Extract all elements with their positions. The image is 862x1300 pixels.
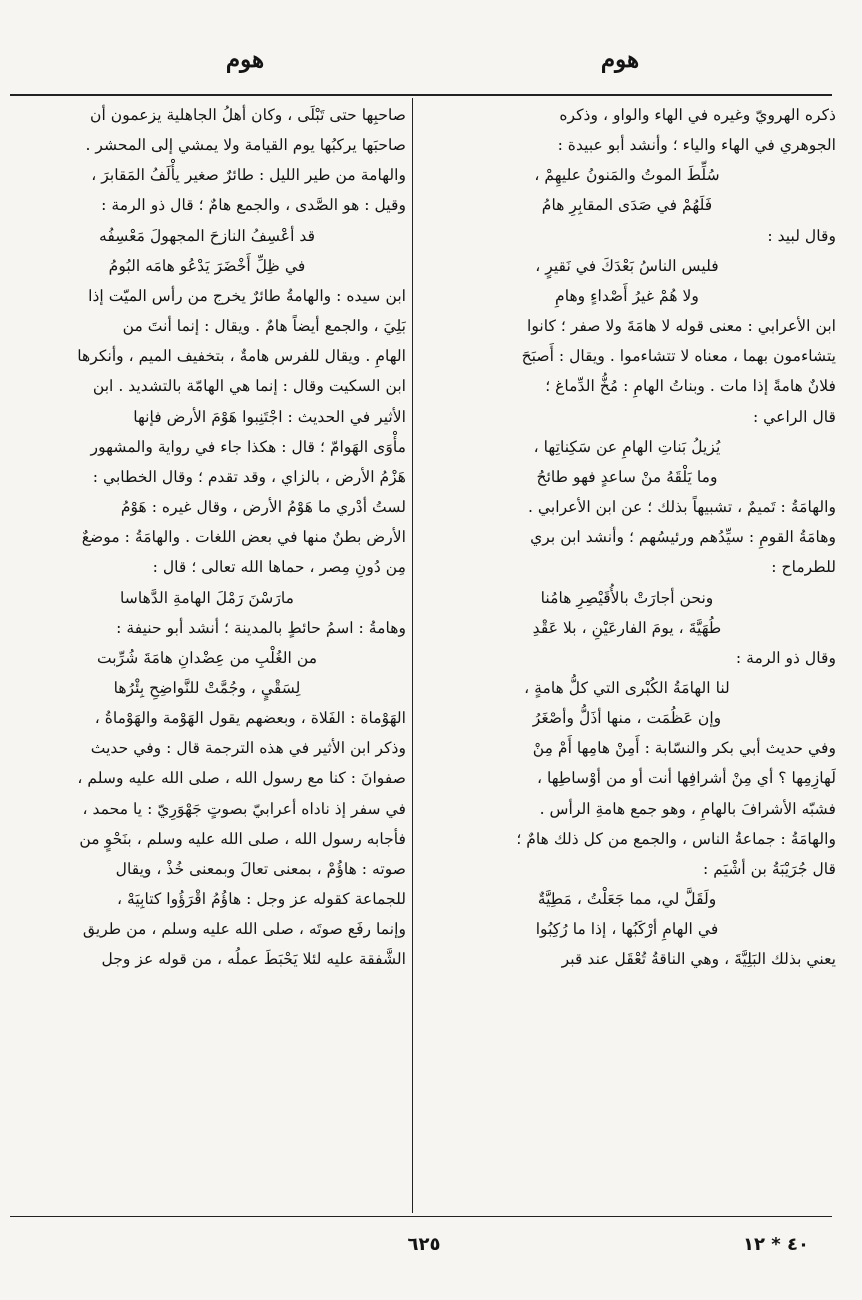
text-line: مأْوَى الهَوامّ ؛ قال : هكذا جاء في رواية والمشهور — [90, 437, 406, 456]
text-line: صوته : هاؤُمْ ، بمعنى تعالَ وبمعنى خُذْ ، ويقال — [115, 859, 406, 878]
verse-line: يُزيلُ بَناتِ الهامِ عن سَكِناتِها ، — [533, 437, 721, 456]
text-line: الجوهري في الهاء والياء ؛ وأنشد أبو عبيدة : — [557, 136, 836, 155]
text-line: هَزْمُ الأرض ، بالزاي ، وقد تقدم ؛ وقال الخطابي : — [92, 467, 406, 486]
text-line: وقيل : هو الصَّدى ، والجمع هامٌ ؛ قال ذو الرمة : — [101, 196, 406, 215]
text-line: ابن الأعرابي : معنى قوله لا هامَةَ ولا صفر ؛ كانوا — [527, 317, 836, 336]
text-line: فأجابه رسول الله ، صلى الله عليه وسلم ، بنَحْوٍ من — [79, 829, 406, 848]
left-column — [8, 100, 406, 1215]
footer-rule — [10, 1216, 832, 1217]
verse-line: فَلَهُمْ في صَدَى المقابِرِ هامُ — [541, 196, 713, 215]
verse-line: مارَسْنَ رَمْلَ الهامةِ الدَّهاسا — [120, 588, 294, 607]
column-divider — [412, 98, 413, 1213]
text-line: وذكر ابن الأثير في هذه الترجمة قال : وفي حديث — [90, 739, 406, 758]
text-line: وقال لبيد : — [767, 226, 836, 245]
verse-line: ونحن أجارَتْ بالأُقَيْصِرِ هامُنا — [540, 588, 714, 607]
text-line: بَلِيَ ، والجمع أيضاً هامٌ . ويقال : إنما أنتَ من — [122, 317, 406, 336]
verse-line: سُلِّطَ الموتُ والمَنونُ عليهِمْ ، — [534, 166, 720, 185]
signature-mark: ٤٠ * ١٢ — [743, 1234, 809, 1255]
verse-line: وما يَلْقَهُ منْ ساعدٍ فهو طائحُ — [536, 467, 718, 486]
text-line: الشَّفقة عليه لئلا يَحْبَطَ عملُه ، من قوله عز وجل — [101, 950, 406, 969]
verse-line: طُهَيَّةَ ، يومَ الفارعَيْنِ ، بلا عَقْدِ — [532, 618, 722, 637]
headword-right: هوم — [600, 46, 640, 73]
text-line: صاحبَها يركبُها يوم القيامة ولا يمشي إلى المحشر . — [85, 136, 406, 155]
page-number: ٦٢٥ — [407, 1234, 441, 1255]
text-line: للطرماح : — [771, 558, 836, 577]
text-line: ابن السكيت وقال : إنما هي الهامّة بالتشديد . ابن — [92, 377, 406, 396]
text-line: لَهازِمِها ؟ أي مِنْ أشرافِها أنت أو من أوْساطِها ، — [536, 769, 836, 788]
text-line: للجماعة كقوله عز وجل : هاؤُمُ اقْرَؤُوا كتابِيَهْ ، — [117, 890, 406, 909]
text-line: فلانٌ هامةً إذا مات . وبناتُ الهامِ : مُخُّ الدِّماغ ؛ — [545, 377, 836, 396]
text-line: وهامةُ : اسمُ حائطٍ بالمدينة ؛ أنشد أبو حنيفة : — [116, 618, 406, 637]
header-rule — [10, 94, 832, 96]
text-line: وقال ذو الرمة : — [735, 648, 836, 667]
text-line: ابن سيده : والهامةُ طائرٌ يخرج من رأس الميّت إذا — [88, 286, 406, 305]
text-line: وفي حديث أبي بكر والنسّابة : أَمِنْ هامِها أَمْ مِنْ — [532, 739, 836, 758]
text-line: والهامَةُ : جماعةُ الناس ، والجمع من كل ذلك هامٌ ؛ — [516, 829, 836, 848]
text-line: يتشاءمون بهما ، معناه لا تتشاءموا . ويقال : أَصبَحَ — [521, 347, 836, 366]
verse-line: في الهامِ أرْكَبُها ، إذا ما رُكِبُوا — [535, 920, 719, 939]
headword-left: هوم — [225, 46, 265, 73]
text-line: صفوانَ : كنا مع رسول الله ، صلى الله عليه وسلم ، — [77, 769, 406, 788]
verse-line: وإن عَظُمَت ، منها أذَلُّ وأصْغَرُ — [532, 709, 722, 728]
text-line: لستُ أدْري ما هَوْمُ الأرض ، وقال غيره : هَوْمُ — [120, 498, 406, 517]
text-line: صاحبِها حتى تَبْلَى ، وكان أهلُ الجاهلية يزعمون أن — [90, 106, 406, 124]
verse-line: لنا الهامَةُ الكُبْرى التي كلُّ هامةٍ ، — [524, 678, 730, 697]
text-line: الهَوْماة : الفَلاة ، وبعضهم يقول الهَوْمة والهَوْماةُ ، — [94, 709, 406, 728]
text-line: والهامة من طير الليل : طائرٌ صغير يأْلَفُ المَقابرَ ، — [91, 166, 406, 185]
text-line: قال الراعي : — [752, 407, 836, 426]
text-line: ذكره الهرويّ وغيره في الهاء والواو ، وذكره — [559, 106, 836, 124]
text-line: وهامَةُ القومِ : سيِّدُهم ورئيسُهم ؛ وأنشد ابن بري — [530, 528, 836, 547]
verse-line: من الغُلْبِ من عِضْدانِ هامَةَ شُرِّبت — [96, 648, 318, 667]
verse-line: ولا هُمْ غيرُ أَصْداءٍ وهامِ — [555, 286, 699, 305]
text-line: وإنما رفَع صوتَه ، صلى الله عليه وسلم ، من طريق — [82, 920, 406, 939]
text-line: والهامَةُ : تَميمٌ ، تشبيهاً بذلك ؛ عن ابن الأعرابي . — [527, 498, 836, 517]
right-column — [418, 100, 836, 1215]
text-line: الهامِ . ويقال للفرس هامةٌ ، بتخفيف الميم ، وأنكرها — [77, 347, 406, 366]
text-line: فشبّه الأشرافَ بالهامِ ، وهو جمع هامةِ الرأس . — [539, 799, 836, 818]
verse-line: لِسَقْيٍ ، وجُمَّتْ للنَّواضِحِ بِئْرُها — [113, 678, 301, 697]
verse-line: فليس الناسُ بَعْدَكَ في نَقيرٍ ، — [535, 256, 719, 275]
text-line: الأثير في الحديث : اجْتَنِبوا هَوْمَ الأرض فإنها — [133, 407, 406, 426]
text-line: الأرض بطنٌ منها في بعض اللغات . والهامَةُ : موضعٌ — [81, 528, 406, 547]
text-line: مِن دُونِ مِصر ، حماها الله تعالى ؛ قال : — [152, 558, 406, 577]
verse-line: قد أعْسِفُ النازحَ المجهولَ مَعْسِفُه — [98, 226, 316, 245]
verse-line: في ظِلِّ أَخْضَرَ يَدْعُو هامَه البُومُ — [108, 256, 306, 275]
verse-line: ولَقَلَّ لي، مما جَعَلْتُ ، مَطِيَّةٌ — [537, 890, 717, 909]
text-line: يعني بذلك البَلِيَّةَ ، وهي الناقةُ تُعْقَل عند قبر — [561, 950, 836, 969]
text-line: في سفر إذ ناداه أعرابيّ بصوتٍ جَهْوَرِيّ : يا محمد ، — [82, 799, 406, 818]
text-line: قال جُرَيْبَةُ بن أشْيَم : — [703, 859, 836, 878]
